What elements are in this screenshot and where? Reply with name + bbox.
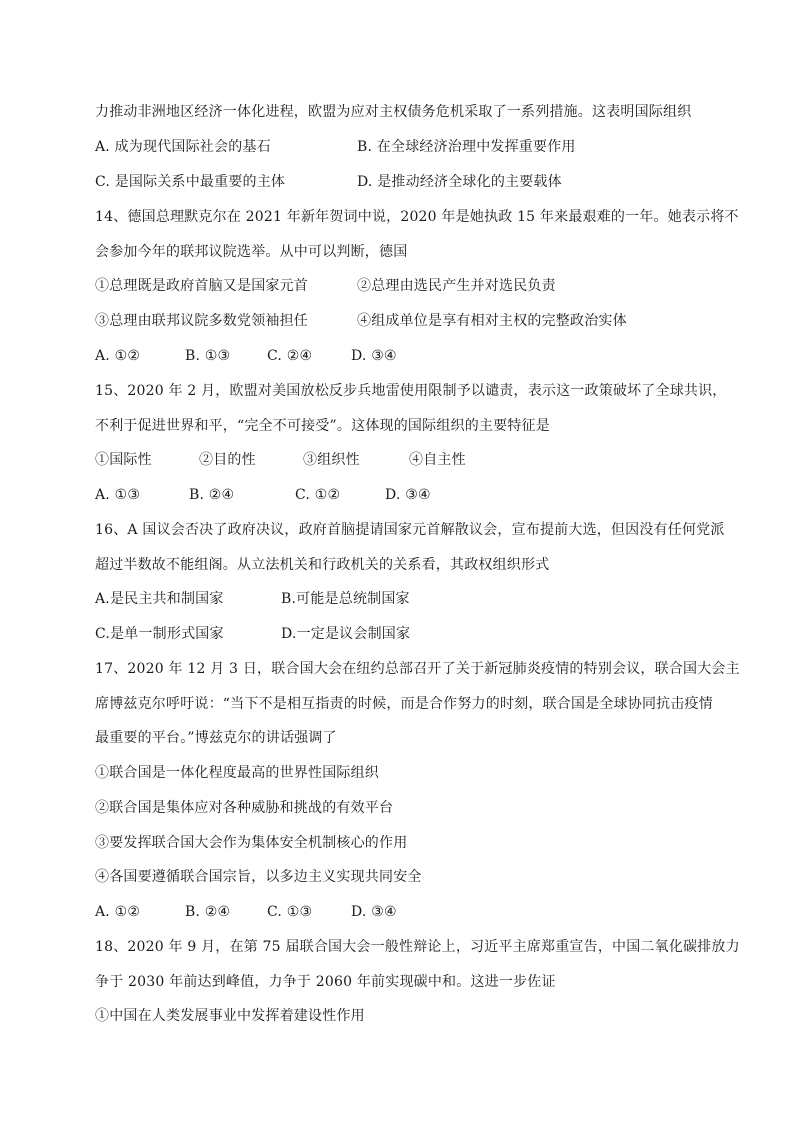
q14-option-c: C. ②④ bbox=[267, 348, 313, 364]
q18-statement-1: ①中国在人类发展事业中发挥着建设性作用 bbox=[95, 1008, 365, 1024]
q13-option-b: B. 在全球经济治理中发挥重要作用 bbox=[357, 139, 576, 155]
q13-options-row-1 bbox=[95, 137, 576, 157]
q15-option-a: A. ①③ bbox=[95, 487, 141, 503]
q17-statement-3: ③要发挥联合国大会作为集体安全机制核心的作用 bbox=[95, 835, 408, 851]
q14-stem-line-2: 会参加今年的联邦议院选举。从中可以判断，德国 bbox=[95, 244, 408, 260]
q15-option-d: D. ③④ bbox=[385, 487, 431, 503]
q15-option-c: C. ①② bbox=[295, 487, 341, 503]
q13-option-c: C. 是国际关系中最重要的主体 bbox=[95, 174, 286, 190]
q18-stem-line-2: 争于 2030 年前达到峰值，力争于 2060 年前实现碳中和。这进一步佐证 bbox=[95, 974, 556, 990]
q14-options bbox=[95, 346, 397, 366]
q15-stem-line-2: 不利于促进世界和平，“完全不可接受”。这体现的国际组织的主要特征是 bbox=[95, 418, 550, 434]
q16-options-row-2 bbox=[95, 624, 411, 644]
q15-option-b: B. ②④ bbox=[189, 487, 235, 503]
q17-statement-4: ④各国要遵循联合国宗旨，以多边主义实现共同安全 bbox=[95, 869, 422, 885]
q17-statement-2: ②联合国是集体应对各种威胁和挑战的有效平台 bbox=[95, 800, 394, 816]
q17-option-c: C. ①③ bbox=[267, 904, 313, 920]
q17-stem-line-2: 席博兹克尔呼吁说：“当下不是相互指责的时候，而是合作努力的时刻，联合国是全球协同抗击疫情 bbox=[95, 696, 713, 712]
q15-statement-1: ①国际性 bbox=[95, 452, 152, 468]
q16-options-row-1 bbox=[95, 589, 410, 609]
q14-statements-row-1 bbox=[95, 276, 556, 296]
q17-options bbox=[95, 902, 397, 922]
q17-stem-line-3: 最重要的平台。”博兹克尔的讲话强调了 bbox=[95, 730, 337, 746]
q16-stem-line-2: 超过半数故不能组阁。从立法机关和行政机关的关系看，其政权组织形式 bbox=[95, 557, 550, 573]
q13-option-a: A. 成为现代国际社会的基石 bbox=[95, 139, 271, 155]
q15-stem-line-1: 15、2020 年 2 月，欧盟对美国放松反步兵地雷使用限制予以谴责，表示这一政策破坏了全球共识， bbox=[95, 383, 727, 399]
q13-stem: 力推动非洲地区经济一体化进程，欧盟为应对主权债务危机采取了一系列措施。这表明国际组织 bbox=[95, 104, 692, 120]
q14-option-a: A. ①② bbox=[95, 348, 141, 364]
q15-statement-2: ②目的性 bbox=[199, 452, 256, 468]
q15-options bbox=[95, 485, 431, 505]
q14-statements-row-2 bbox=[95, 311, 627, 331]
q14-statement-4: ④组成单位是享有相对主权的完整政治实体 bbox=[357, 313, 627, 329]
q15-statements bbox=[95, 450, 466, 470]
q17-option-a: A. ①② bbox=[95, 904, 141, 920]
q14-option-d: D. ③④ bbox=[351, 348, 397, 364]
q14-statement-2: ②总理由选民产生并对选民负责 bbox=[357, 278, 556, 294]
q16-stem-line-1: 16、A 国议会否决了政府决议，政府首脑提请国家元首解散议会，宣布提前大选，但因没有任何党派 bbox=[95, 522, 725, 538]
q17-option-d: D. ③④ bbox=[351, 904, 397, 920]
q16-option-c: C.是单一制形式国家 bbox=[95, 626, 224, 642]
q15-statement-3: ③组织性 bbox=[303, 452, 360, 468]
q14-stem-line-1: 14、德国总理默克尔在 2021 年新年贺词中说，2020 年是她执政 15 年来最艰难的一年。她表示将不 bbox=[95, 209, 739, 225]
q14-statement-3: ③总理由联邦议院多数党领袖担任 bbox=[95, 313, 308, 329]
q17-stem-line-1: 17、2020 年 12 月 3 日，联合国大会在纽约总部召开了关于新冠肺炎疫情的特别会议，联合国大会主 bbox=[95, 661, 740, 677]
q16-option-b: B.可能是总统制国家 bbox=[281, 591, 410, 607]
q17-statement-1: ①联合国是一体化程度最高的世界性国际组织 bbox=[95, 765, 379, 781]
q14-option-b: B. ①③ bbox=[185, 348, 231, 364]
q17-option-b: B. ②④ bbox=[185, 904, 231, 920]
q13-option-d: D. 是推动经济全球化的主要载体 bbox=[357, 174, 562, 190]
q13-options-row-2 bbox=[95, 172, 562, 192]
q15-statement-4: ④自主性 bbox=[409, 452, 466, 468]
q18-stem-line-1: 18、2020 年 9 月，在第 75 届联合国大会一般性辩论上，习近平主席郑重宣告，中国二氧化碳排放力 bbox=[95, 939, 740, 955]
q16-option-a: A.是民主共和制国家 bbox=[95, 591, 224, 607]
q16-option-d: D.一定是议会制国家 bbox=[281, 626, 411, 642]
q14-statement-1: ①总理既是政府首脑又是国家元首 bbox=[95, 278, 308, 294]
